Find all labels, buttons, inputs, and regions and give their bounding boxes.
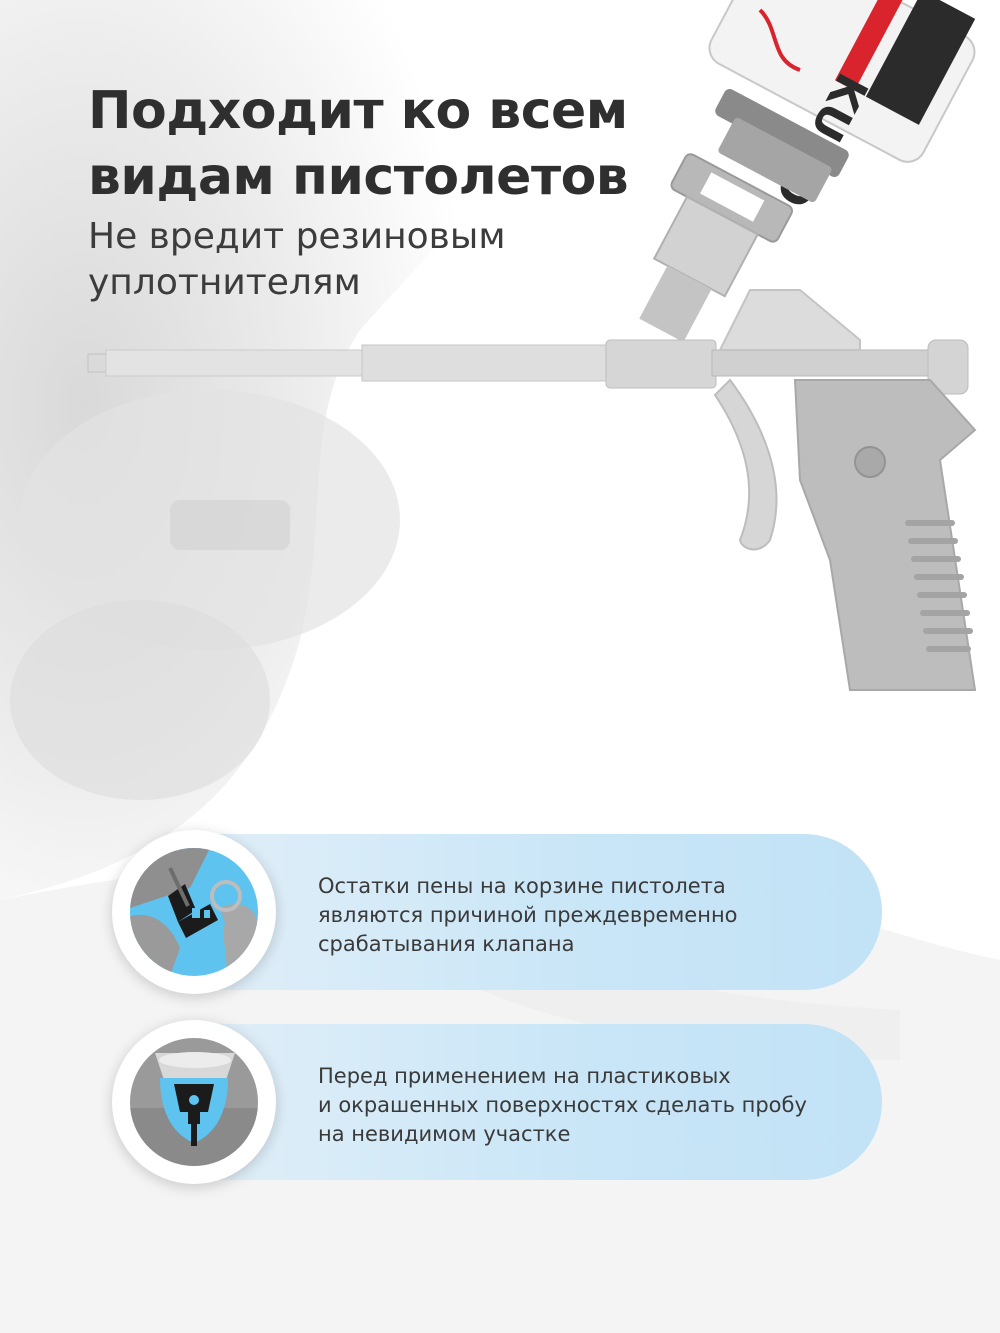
tip-text	[318, 1062, 807, 1149]
gun-trigger	[715, 380, 776, 549]
page-title-line-1: Подходит ко всем	[88, 81, 628, 141]
tip-line: срабатывания клапана	[318, 932, 575, 956]
page-subtitle-line-1: Не вредит резиновым	[88, 216, 506, 257]
tip-text	[318, 872, 738, 959]
tip-badge-basket	[112, 830, 276, 994]
page-subtitle-line-2: уплотнителям	[88, 262, 361, 303]
page-subtitle	[88, 214, 505, 306]
gun-handle	[795, 380, 975, 690]
tip-line: на невидимом участке	[318, 1122, 571, 1146]
gun-basket-icon	[130, 848, 258, 976]
tip-line: Остатки пены на корзине пистолета	[318, 874, 726, 898]
tip-line: являются причиной преждевременно	[318, 903, 738, 927]
page-title-line-2: видам пистолетов	[88, 147, 629, 207]
page-title	[88, 78, 628, 210]
tip-badge-test	[112, 1020, 276, 1184]
valve-adapter-icon	[130, 1038, 258, 1166]
gun-frame	[720, 290, 860, 350]
tip-line: и окрашенных поверхностях сделать пробу	[318, 1093, 807, 1117]
tip-line: Перед применением на пластиковых	[318, 1064, 731, 1088]
